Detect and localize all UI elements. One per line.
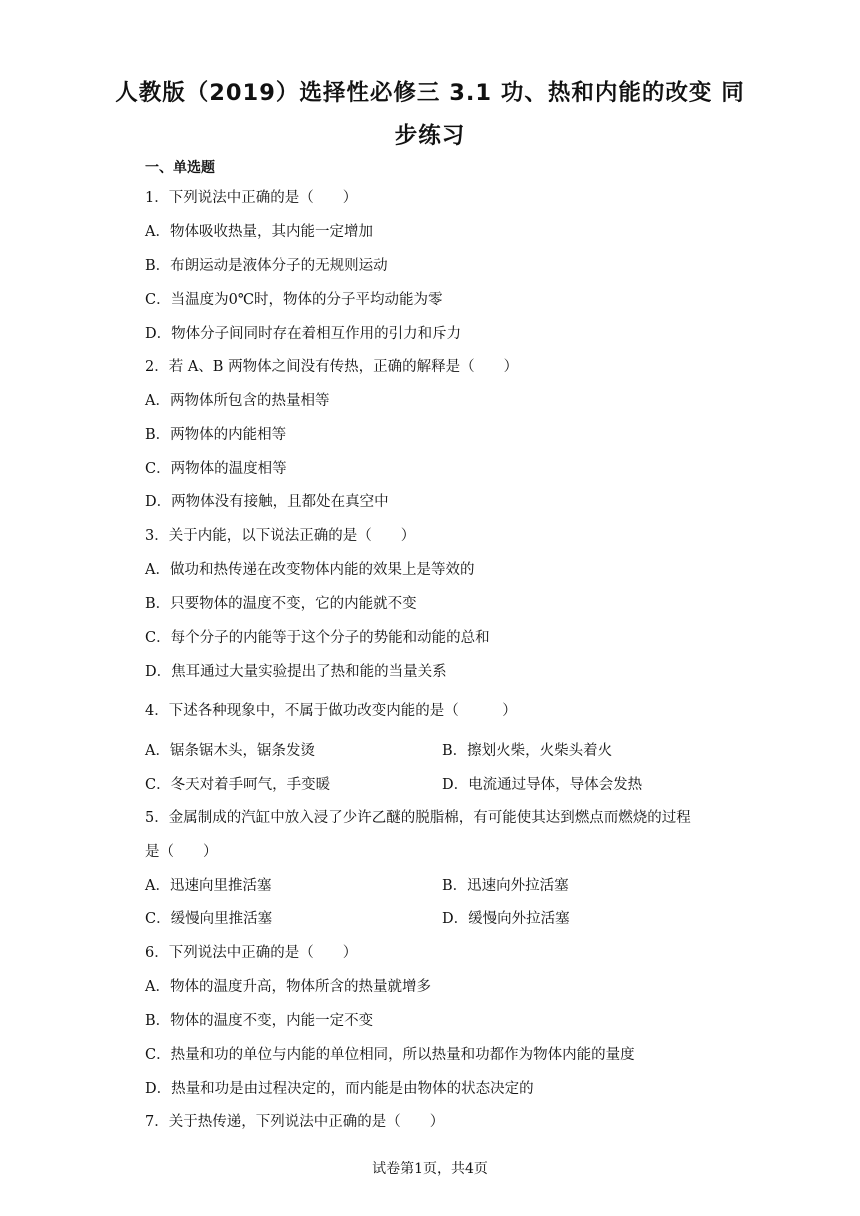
option-b: B．擦划火柴，火柴头着火 [442,743,613,759]
option-c: C．每个分子的内能等于这个分子的势能和动能的总和 [145,630,490,646]
page-footer: 试卷第1页，共4页 [372,1161,488,1177]
option-b: B．迅速向外拉活塞 [442,878,569,894]
option-c: C．当温度为0℃时，物体的分子平均动能为零 [145,292,443,308]
option-c: C．热量和功的单位与内能的单位相同，所以热量和功都作为物体内能的量度 [145,1047,635,1063]
option-c: C．冬天对着手呵气，手变暖 [145,777,331,793]
section-heading: 一、单选题 [145,160,215,176]
page-title-continued: 步练习 [394,123,466,149]
question-stem: 4．下述各种现象中，不属于做功改变内能的是（ ） [145,703,517,719]
option-d: D．缓慢向外拉活塞 [442,911,570,927]
option-c: C．缓慢向里推活塞 [145,911,273,927]
option-d: D．电流通过导体，导体会发热 [442,777,643,793]
option-a: A．物体吸收热量，其内能一定增加 [145,224,373,240]
option-a: A．做功和热传递在改变物体内能的效果上是等效的 [145,562,475,578]
option-a: A．两物体所包含的热量相等 [145,393,330,409]
option-d: D．物体分子间同时存在着相互作用的引力和斥力 [145,326,462,342]
question-stem-continued: 是（ ） [145,844,218,860]
option-a: A．迅速向里推活塞 [145,878,272,894]
option-b: B．只要物体的温度不变，它的内能就不变 [145,596,417,612]
question-stem: 3．关于内能，以下说法正确的是（ ） [145,528,416,544]
option-d: D．热量和功是由过程决定的，而内能是由物体的状态决定的 [145,1081,534,1097]
question-stem: 5．金属制成的汽缸中放入浸了少许乙醚的脱脂棉，有可能使其达到燃点而燃烧的过程 [145,810,691,826]
option-c: C．两物体的温度相等 [145,461,287,477]
option-a: A．物体的温度升高，物体所含的热量就增多 [145,979,431,995]
option-b: B．布朗运动是液体分子的无规则运动 [145,258,388,274]
option-a: A．锯条锯木头，锯条发烫 [145,743,315,759]
option-b: B．物体的温度不变，内能一定不变 [145,1013,374,1029]
question-stem: 1．下列说法中正确的是（ ） [145,190,358,206]
option-d: D．焦耳通过大量实验提出了热和能的当量关系 [145,664,447,680]
question-stem: 6．下列说法中正确的是（ ） [145,945,358,961]
question-stem: 2．若 A、B 两物体之间没有传热，正确的解释是（ ） [145,359,519,375]
option-d: D．两物体没有接触，且都处在真空中 [145,494,389,510]
option-b: B．两物体的内能相等 [145,427,287,443]
page-title: 人教版（2019）选择性必修三 3.1 功、热和内能的改变 同 [115,80,745,106]
question-stem: 7．关于热传递，下列说法中正确的是（ ） [145,1114,445,1130]
